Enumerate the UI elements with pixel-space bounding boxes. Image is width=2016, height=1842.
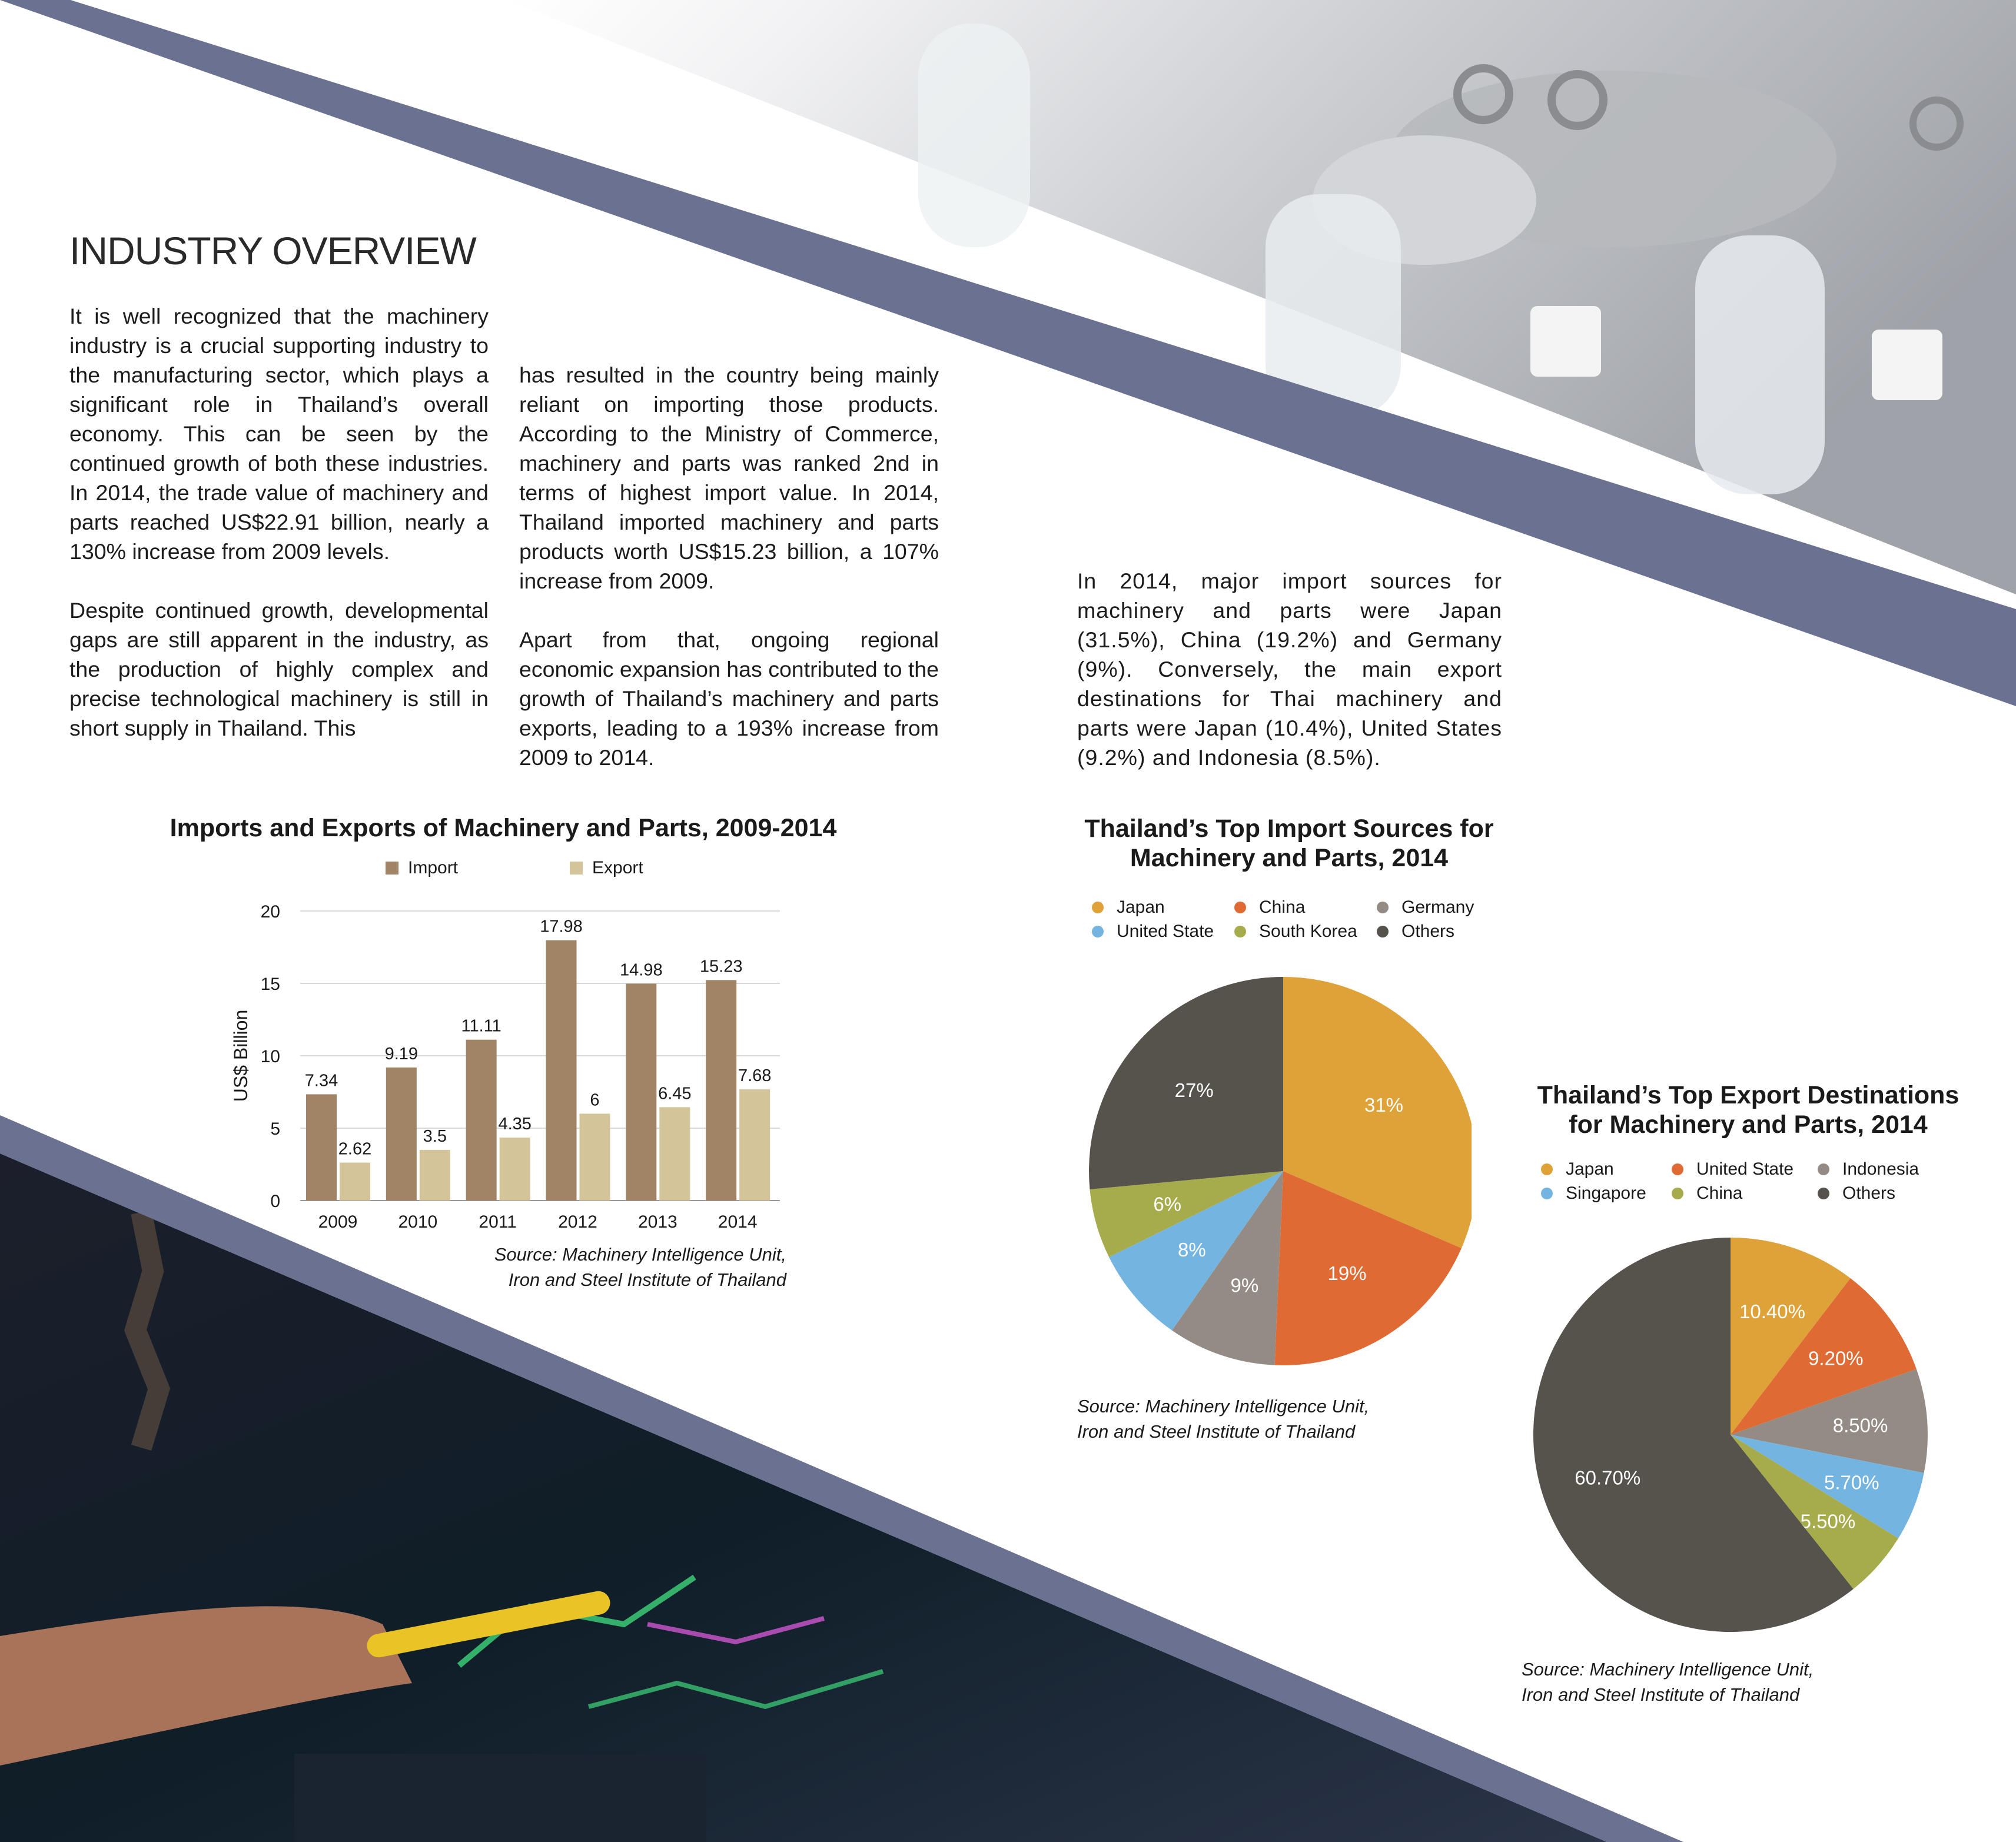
bar-value-label: 6 [590, 1090, 600, 1110]
legend-item-export [570, 858, 643, 878]
pie-slice-label: 5.50% [1800, 1510, 1856, 1532]
legend-dot [1672, 1188, 1683, 1199]
y-tick-label: 10 [260, 1047, 280, 1066]
legend-label: China [1696, 1183, 1743, 1203]
text-column-1 [69, 301, 489, 743]
legend-label: Japan [1566, 1159, 1614, 1179]
bar-value-label: 4.35 [498, 1114, 532, 1133]
legend-label: Germany [1401, 897, 1474, 917]
export-bar [420, 1150, 450, 1201]
y-tick-label: 20 [260, 902, 280, 922]
paragraph: Despite continued growth, developmental gaps are still apparent in the industry, as the production of highly complex and precise technological machinery is still in short supply in Thailand. This [69, 598, 489, 740]
import-bar [386, 1068, 417, 1201]
legend-item [1541, 1183, 1646, 1203]
legend-label: Import [408, 858, 459, 877]
bar-value-label: 17.98 [540, 917, 583, 936]
pie-slice-label: 5.70% [1824, 1471, 1879, 1494]
legend-dot [1092, 902, 1104, 913]
pie-slice-label: 6% [1153, 1193, 1182, 1215]
y-axis-label: US$ Billion [230, 1009, 251, 1102]
import-bar [546, 940, 577, 1201]
bar-value-label: 6.45 [658, 1084, 692, 1103]
bar-value-label: 11.11 [461, 1016, 501, 1036]
legend-label: Others [1401, 922, 1455, 941]
pie-slice-label: 8.50% [1832, 1414, 1888, 1437]
pie-slice-label: 60.70% [1575, 1467, 1641, 1489]
legend-dot [1541, 1188, 1553, 1199]
paragraph: In 2014, major import sources for machinery and parts were Japan (31.5%), China (19.2%) and Germany (9%). Conversely, the main export destinations for Thai machinery and parts were Japan (10.4%), United States (9.2%) and Indonesia (8.5%). [1077, 568, 1502, 770]
source-line: Iron and Steel Institute of Thailand [508, 1269, 786, 1290]
source-line: Iron and Steel Institute of Thailand [1077, 1421, 1356, 1442]
legend-item [1092, 922, 1214, 942]
pie-slice-label: 27% [1174, 1079, 1214, 1101]
legend-dot [1234, 926, 1246, 937]
legend-item [1377, 897, 1474, 917]
title-line: Thailand’s Top Import Sources for [1084, 814, 1494, 843]
pie-slice-label: 10.40% [1739, 1301, 1805, 1323]
import-swatch [386, 862, 398, 875]
bar-chart [224, 895, 795, 1242]
legend-item [1234, 922, 1357, 942]
legend-dot [1377, 926, 1389, 937]
bar-value-label: 2.62 [338, 1139, 372, 1159]
legend-label: Indonesia [1842, 1159, 1919, 1179]
legend-dot [1234, 902, 1246, 913]
legend-item [1092, 897, 1165, 917]
source-line: Iron and Steel Institute of Thailand [1522, 1684, 1800, 1705]
pie-slice-label: 31% [1364, 1094, 1404, 1116]
legend-item [1818, 1159, 1919, 1179]
y-tick-label: 0 [270, 1192, 280, 1211]
legend-label: Export [592, 858, 643, 877]
pie-slice-label: 19% [1327, 1262, 1367, 1284]
pie-slice-label: 9.20% [1808, 1347, 1864, 1369]
bar-value-label: 3.5 [423, 1126, 447, 1146]
x-tick-label: 2014 [718, 1212, 758, 1232]
legend-item [1541, 1159, 1614, 1179]
text-column-3 [1077, 566, 1502, 772]
bar-chart-title: Imports and Exports of Machinery and Parts, 2009-2014 [170, 814, 837, 842]
legend-item [1672, 1159, 1794, 1179]
legend-item [1818, 1183, 1895, 1203]
export-pie-chart [1525, 1230, 1942, 1642]
import-bar [626, 983, 656, 1201]
export-pie-title [1483, 1080, 2013, 1139]
source-line: Source: Machinery Intelligence Unit, [494, 1244, 786, 1265]
export-pie-source [1522, 1657, 1887, 1707]
bar-value-label: 7.68 [738, 1066, 772, 1086]
legend-dot [1818, 1188, 1829, 1199]
bar-chart-legend [386, 858, 692, 882]
import-pie-legend [1092, 897, 1516, 947]
title-line: for Machinery and Parts, 2014 [1569, 1110, 1928, 1139]
legend-item [1672, 1183, 1742, 1203]
legend-label: Others [1842, 1183, 1896, 1203]
import-bar [306, 1094, 337, 1201]
bar-value-label: 9.19 [384, 1044, 419, 1063]
legend-item-import [386, 858, 458, 878]
paragraph: has resulted in the country being mainly reliant on importing those products. According to the Ministry of Commerce, machinery and parts was ranked 2nd in terms of highest import value. In 2014, Thailand imported machinery and parts products worth US$15.23 billion, a 107% increase from 2009. [519, 363, 939, 593]
legend-dot [1092, 926, 1104, 937]
source-line: Source: Machinery Intelligence Unit, [1077, 1396, 1370, 1417]
import-bar [466, 1040, 497, 1201]
export-bar [659, 1107, 690, 1201]
export-pie-legend [1541, 1159, 1988, 1209]
legend-item [1377, 922, 1454, 942]
export-bar [580, 1113, 610, 1201]
y-tick-label: 15 [260, 975, 280, 994]
x-tick-label: 2009 [318, 1212, 358, 1232]
legend-label: China [1259, 897, 1306, 917]
x-tick-label: 2012 [558, 1212, 597, 1232]
legend-label: United State [1696, 1159, 1794, 1179]
text-column-2 [519, 360, 939, 772]
paragraph: Apart from that, ongoing regional economic expansion has contributed to the growth of Thailand’s machinery and parts exports, leading to a 193% increase from 2009 to 2014. [519, 627, 939, 770]
export-bar [739, 1089, 770, 1201]
import-pie-chart [1083, 974, 1472, 1374]
legend-dot [1672, 1163, 1683, 1175]
export-swatch [570, 862, 583, 875]
x-tick-label: 2010 [398, 1212, 438, 1232]
legend-label: United State [1117, 922, 1214, 941]
legend-dot [1377, 902, 1389, 913]
pie-slice-label: 8% [1177, 1238, 1206, 1261]
export-bar [500, 1138, 530, 1201]
export-bar [340, 1163, 370, 1201]
title-line: Thailand’s Top Export Destinations [1537, 1081, 1959, 1109]
bar-value-label: 14.98 [620, 960, 663, 980]
legend-item [1234, 897, 1305, 917]
pie-slice-label: 9% [1230, 1274, 1259, 1296]
title-line: Machinery and Parts, 2014 [1130, 844, 1449, 872]
legend-dot [1818, 1163, 1829, 1175]
x-tick-label: 2013 [637, 1212, 677, 1232]
bar-chart-source [412, 1242, 786, 1292]
x-tick-label: 2011 [479, 1212, 517, 1232]
import-bar [706, 980, 736, 1201]
source-line: Source: Machinery Intelligence Unit, [1522, 1659, 1814, 1680]
page-heading: INDUSTRY OVERVIEW [69, 229, 476, 272]
bar-value-label: 15.23 [699, 957, 743, 976]
legend-dot [1541, 1163, 1553, 1175]
legend-label: Japan [1117, 897, 1165, 917]
bar-value-label: 7.34 [304, 1071, 338, 1090]
import-pie-source [1077, 1394, 1442, 1444]
y-tick-label: 5 [270, 1119, 280, 1139]
legend-label: Singapore [1566, 1183, 1646, 1203]
paragraph: It is well recognized that the machinery industry is a crucial supporting industry to the manufacturing sector, which plays a significant role in Thailand’s overall economy. This can be seen by the continued growth of both these industries. In 2014, the trade value of machinery and parts reached US$22.91 billion, nearly a 130% increase from 2009 levels. [69, 304, 489, 564]
legend-label: South Korea [1259, 922, 1357, 941]
import-pie-title [1036, 814, 1542, 873]
